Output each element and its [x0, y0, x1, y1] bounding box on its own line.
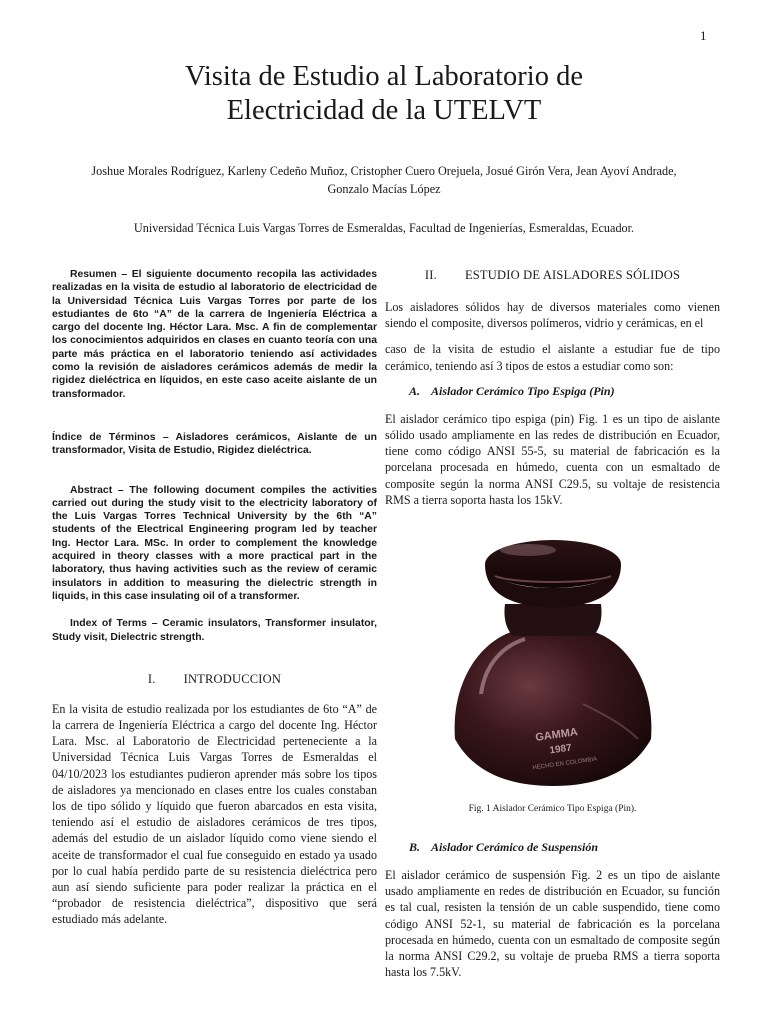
resumen-paragraph: [52, 268, 377, 401]
paper-title: [60, 60, 708, 128]
title-line-1: Visita de Estudio al Laboratorio de: [185, 61, 583, 92]
affiliation: Universidad Técnica Luis Vargas Torres de Esmeraldas, Facultad de Ingenierías, Esmeraldas, Ecuador.: [133, 221, 635, 235]
aisladores-paragraph-2: caso de la visita de estudio el aislante a estudiar fue de tipo cerámico, teniendo así 3 tipos de estos a estudiar como son:: [385, 342, 720, 373]
insulator-photo: [433, 524, 673, 794]
author-list: [90, 162, 678, 198]
figure-1-pin-insulator: [433, 524, 673, 794]
subsection-heading-suspension: [385, 840, 720, 855]
section-number: I.: [147, 671, 156, 686]
indice-terminos: Índice de Términos – Aisladores cerámicos, Aislante de un transformador, Visita de Estudio, Rigidez dieléctrica.: [52, 431, 377, 457]
authors-line-1: Joshue Morales Rodríguez, Karleny Cedeño Muñoz, Cristopher Cuero Orejuela, Josué Girón Vera, Jean Ayoví Andrade,: [91, 164, 677, 178]
section-number: II.: [424, 268, 437, 282]
suspension-paragraph: El aislador cerámico de suspensión Fig. 2 es un tipo de aislante usado ampliamente en redes de distribución en Ecuador, su función es tal cual, resisten la tensión de un cable suspendido, tiene como código ANSI 52-1, su material de fabricación es la porcelana procesada en húmedo, cuenta con un esmaltado de composite según la norma ANSI C29.2, su voltaje de prueba RMS a tierra soporta hasta los 7.5kV.: [385, 868, 720, 980]
insulator-neck: [504, 604, 601, 636]
espiga-paragraph: El aislador cerámico tipo espiga (pin) Fig. 1 es un tipo de aislante sólido usado ampliamente en las redes de distribución en Ecuador, tiene como código ANSI 55-5, su material de fabricación es la porcelana procesada en húmedo, cuenta con un esmaltado de composite según la norma ANSI C29.5, su voltaje de resistencia RMS a tierra soporta hasta los 15kV.: [385, 411, 720, 507]
section-heading-aisladores: [385, 268, 720, 283]
index-terms: [52, 617, 377, 644]
index-terms-text: Index of Terms – Ceramic insulators, Transformer insulator, Study visit, Dielectric strength.: [52, 618, 377, 643]
section-title: ESTUDIO DE AISLADORES SÓLIDOS: [464, 268, 681, 282]
abstract-text: Abstract – The following document compiles the activities carried out during the study visit to the electricity laboratory of the Luis Vargas Torres Technical University by the 6th “A” students of the Electrical Engineering program led by teacher Ing. Hector Lara. MSc. In order to complement the knowledge acquired in theory classes with a more practical part in the laboratory, thus having activities such as the review of ceramic insulators in addition to measuring the dielectric strength in liquids, in this case insulating oil of a transformer.: [52, 484, 377, 602]
section-title: INTRODUCCION: [183, 671, 282, 686]
subsection-title: Aislador Cerámico de Suspensión: [431, 840, 599, 855]
subsection-title: Aislador Cerámico Tipo Espiga (Pin): [431, 383, 615, 398]
page-number: 1: [700, 28, 707, 43]
subsection-heading-espiga: [385, 384, 720, 399]
intro-paragraph: En la visita de estudio realizada por los estudiantes de 6to “A” de la carrera de Ingeniería Eléctrica a cargo del docente Ing. Héctor Lara. Msc. al Laboratorio de Electricidad perteneciente a la Universidad Técnica Luis Vargas Torres de Esmeraldas el 04/10/2023 los estudiantes pudieron aprender más sobre los tipos de aisladores ya mencionado en clases entre los cuales constaban los de tipo sólido y líquido que fueron abarcados en esta visita, teniendo así el estudio de aisladores cerámicos de tres tipos, además del estudio de un aislador líquido como viene siendo el aceite de transformador el cual fue conseguido en estado ya usado por lo cual había perdido parte de su resistencia dieléctrica pero aun así siendo suficiente para poder realizar la práctica en el “probador de resistencia dieléctrica”, dispositivo que será estudiado más adelante.: [52, 701, 377, 927]
subsection-letter: B.: [409, 840, 421, 855]
figure-origin-text: HECHO EN COLOMBIA: [531, 756, 597, 772]
abstract-paragraph: [52, 484, 377, 604]
resumen-text: Resumen – El siguiente documento recopila las actividades realizadas en la visita de estudio al laboratorio de electricidad de la Universidad Técnica Luis Vargas Torres por parte de los estudiantes de 6to “A” de la carrera de Ingeniería Eléctrica a cargo del docente Ing. Héctor Lara. Msc. A fin de complementar los conocimientos adquiridos en clases en cuanto teoría con una parte más práctica en el laboratorio teniendo así actividades como la revisión de aisladores cerámicos además de medir la rigidez dieléctrica en líquidos, en este caso aceite aislante de un transformador.: [52, 269, 377, 400]
subsection-letter: A.: [409, 383, 421, 398]
right-column: [385, 268, 720, 980]
figure-1-caption: Fig. 1 Aislador Cerámico Tipo Espiga (Pin).: [468, 804, 637, 815]
left-column: [52, 268, 377, 928]
section-heading-introduccion: [52, 672, 377, 687]
figure-year-text: 1987: [548, 742, 572, 757]
title-line-2: Electricidad de la UTELVT: [226, 95, 542, 126]
figure-brand-text: GAMMA: [534, 726, 579, 744]
authors-line-2: Gonzalo Macías López: [327, 182, 441, 196]
aisladores-paragraph-1: Los aisladores sólidos hay de diversos materiales como vienen siendo el composite, diversos polímeros, vidrio y cerámicas, en el: [385, 300, 720, 331]
